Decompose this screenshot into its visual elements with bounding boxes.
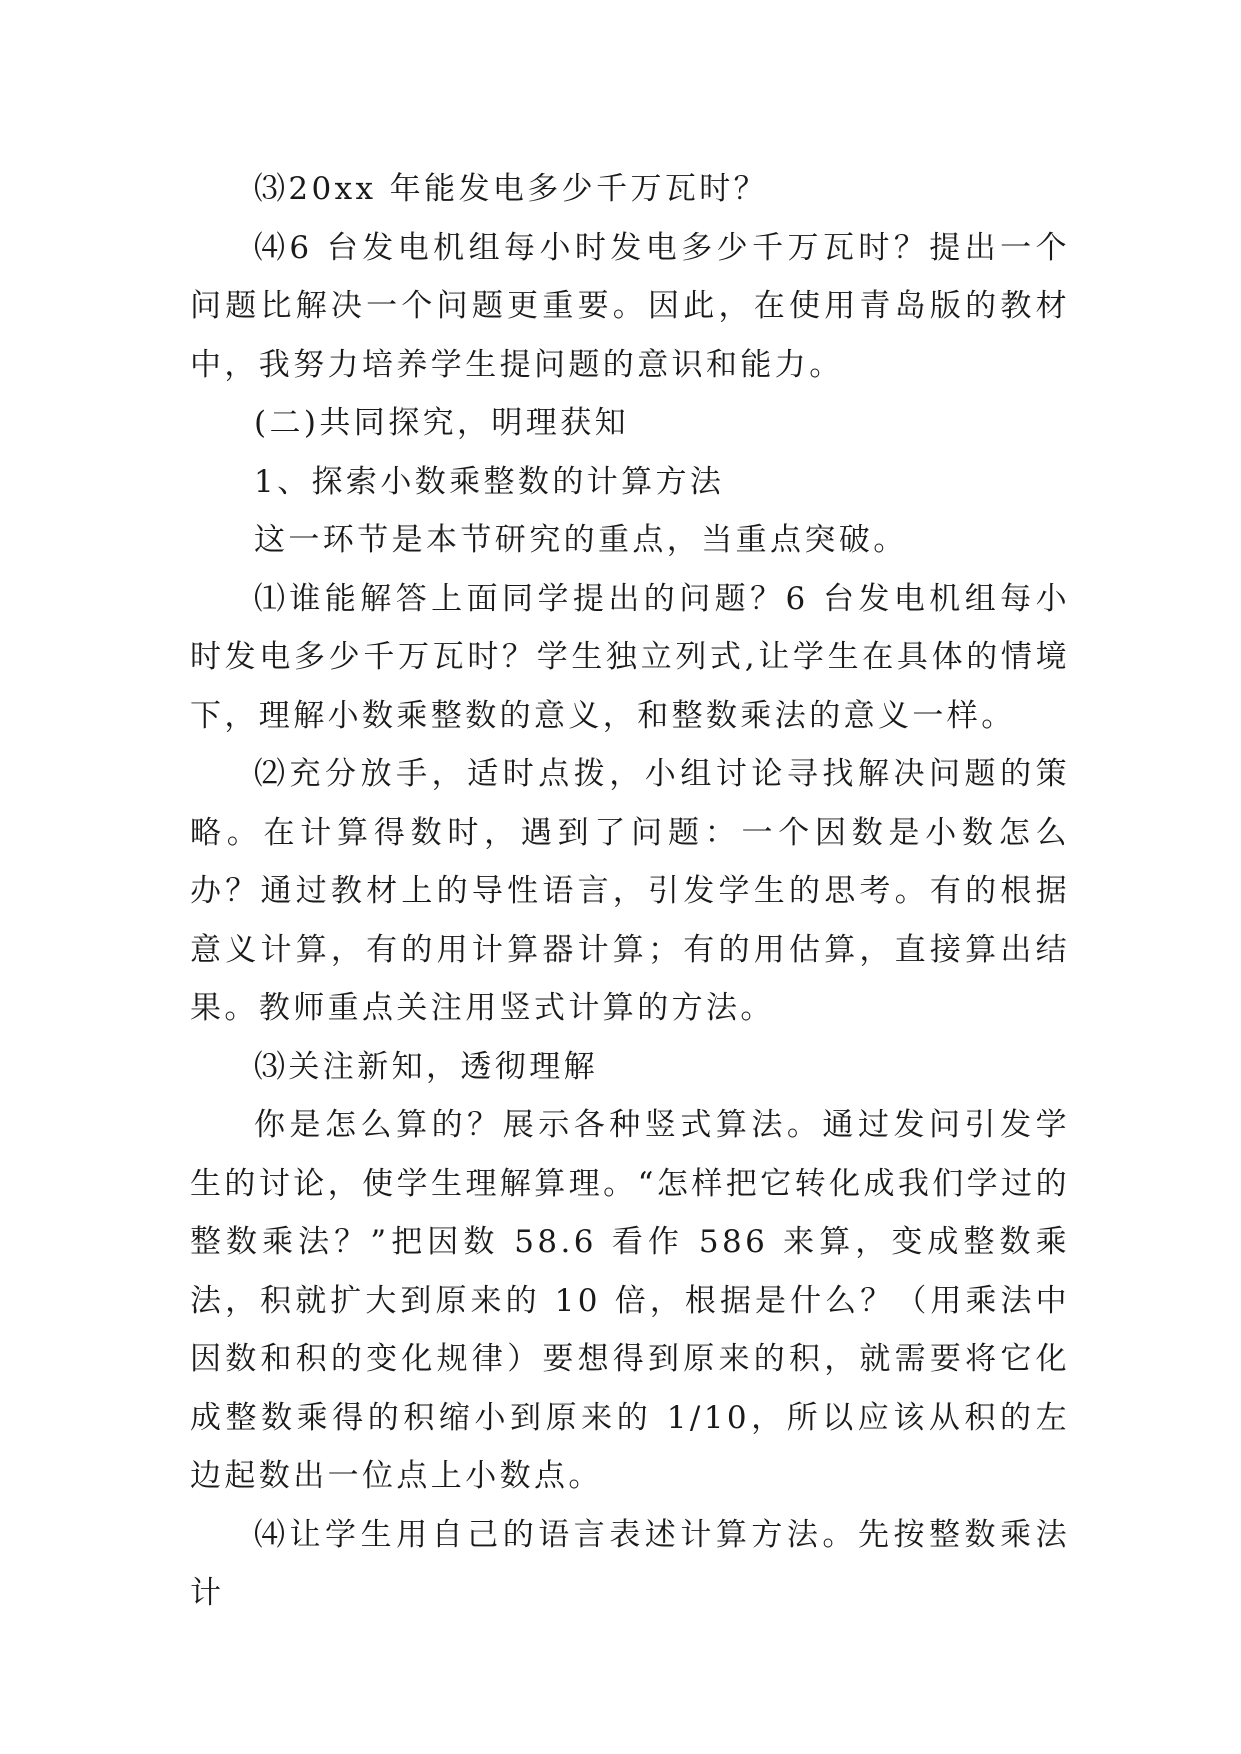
paragraph-8: ⑶关注新知，透彻理解 (254, 1048, 598, 1085)
section-heading: (二)共同探究，明理获知 (254, 405, 629, 441)
subsection-heading: 1、探索小数乘整数的计算方法 (254, 463, 725, 500)
paragraph-2: ⑷6 台发电机组每小时发电多少千万瓦时？提出一个问题比解决一个问题更重要。因此，在使用青岛版的教材中，我努力培养学生提问题的意识和能力。 (190, 229, 1070, 383)
document-body (190, 160, 1070, 1623)
paragraph-7: ⑵充分放手，适时点拨，小组讨论寻找解决问题的策略。在计算得数时，遇到了问题：一个因数是小数怎么办？通过教材上的导性语言，引发学生的思考。有的根据意义计算，有的用计算器计算；有的用估算，直接算出结果。教师重点关注用竖式计算的方法。 (190, 756, 1070, 1026)
paragraph-10: ⑷让学生用自己的语言表述计算方法。先按整数乘法计 (190, 1516, 1070, 1611)
paragraph-9: 你是怎么算的？展示各种竖式算法。通过发问引发学生的讨论，使学生理解算理。“怎样把它转化成我们学过的整数乘法？”把因数 58.6 看作 586 来算，变成整数乘法，积就扩大到原来的 10 倍，根据是什么？（用乘法中因数和积的变化规律）要想得到原来的积，就需要将它化成整数乘得的积缩小到原来的 1/10，所以应该从积的左边起数出一位点上小数点。 (190, 1107, 1070, 1494)
paragraph-6: ⑴谁能解答上面同学提出的问题？6 台发电机组每小时发电多少千万瓦时？学生独立列式,让学生在具体的情境下，理解小数乘整数的意义，和整数乘法的意义一样。 (190, 580, 1070, 734)
paragraph-1: ⑶20xx 年能发电多少千万瓦时？ (254, 171, 769, 207)
paragraph-5: 这一环节是本节研究的重点，当重点突破。 (254, 522, 908, 558)
